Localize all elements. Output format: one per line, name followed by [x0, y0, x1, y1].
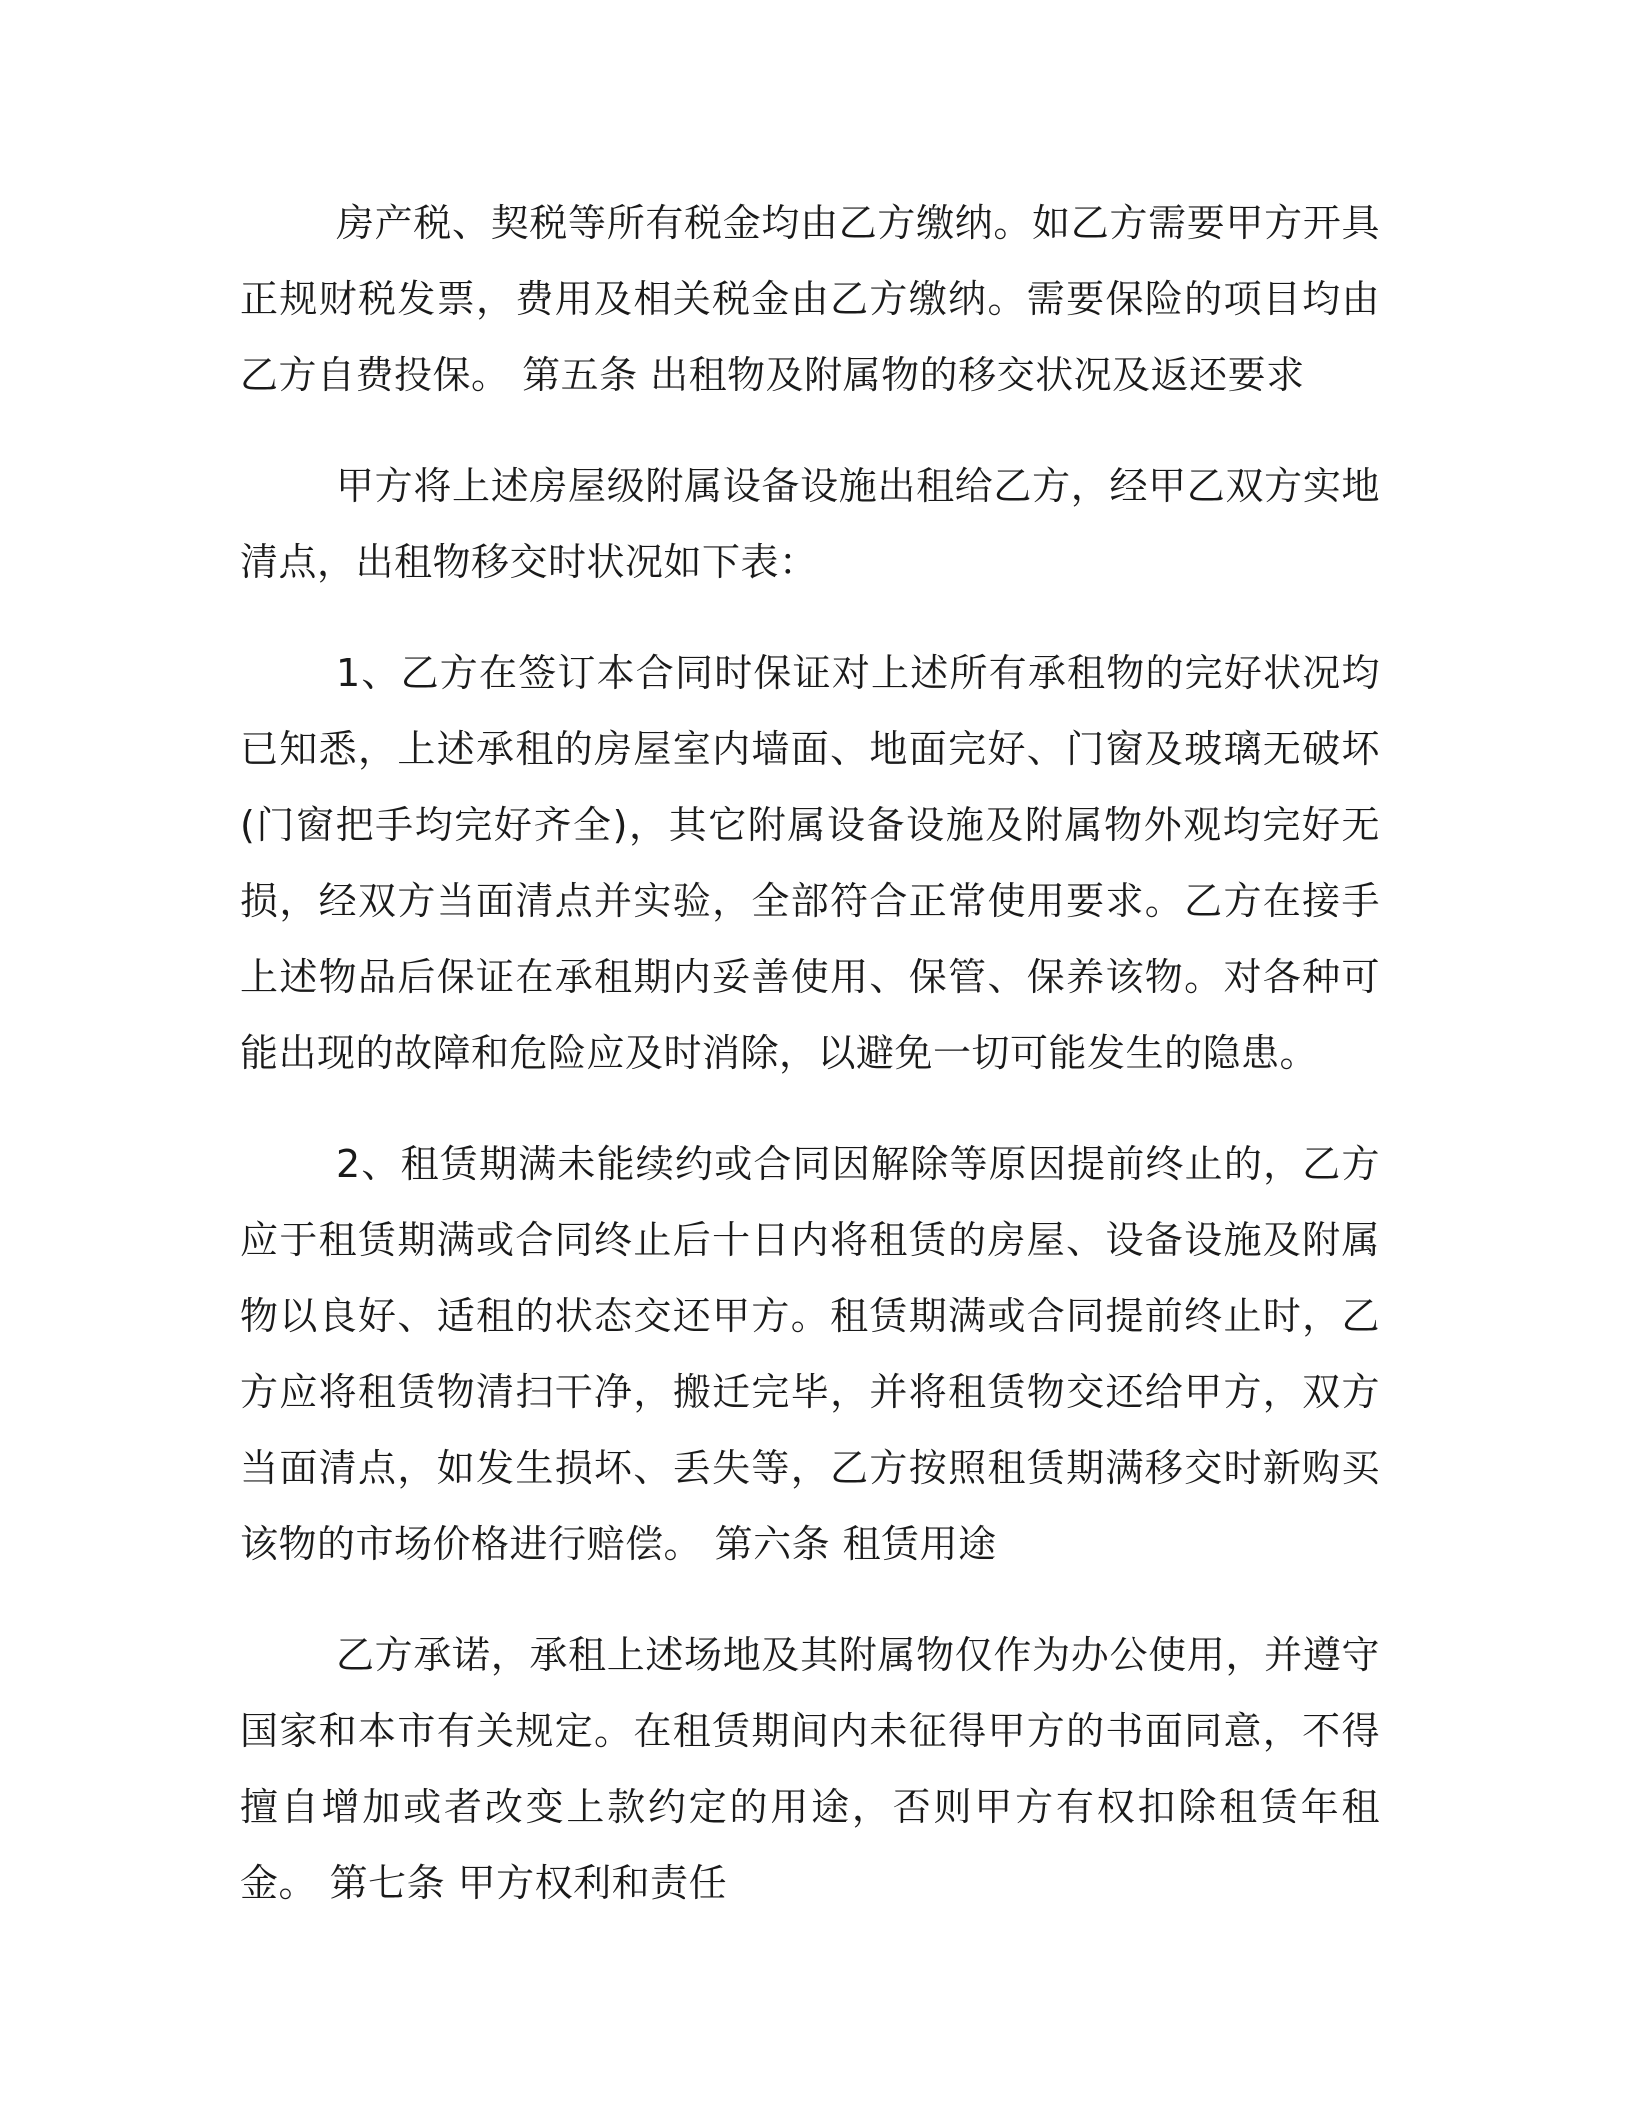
paragraph-usage-and-article-7: 乙方承诺，承租上述场地及其附属物仅作为办公使用，并遵守国家和本市有关规定。在租赁期间内未征得甲方的书面同意，不得擅自增加或者改变上款约定的用途，否则甲方有权扣除租赁年租金。 第七条 甲方权利和责任	[240, 1633, 1380, 1905]
paragraph-clause-2-return: 2、租赁期满未能续约或合同因解除等原因提前终止的，乙方应于租赁期满或合同终止后十日内将租赁的房屋、设备设施及附属物以良好、适租的状态交还甲方。租赁期满或合同提前终止时，乙方应将租赁物清扫干净，搬迁完毕，并将租赁物交还给甲方，双方当面清点，如发生损坏、丢失等，乙方按照租赁期满移交时新购买该物的市场价格进行赔偿。 第六条 租赁用途	[240, 1142, 1380, 1566]
paragraph-tax-and-article-5: 房产税、契税等所有税金均由乙方缴纳。如乙方需要甲方开具正规财税发票，费用及相关税金由乙方缴纳。需要保险的项目均由乙方自费投保。 第五条 出租物及附属物的移交状况及返还要求	[240, 201, 1380, 397]
paragraph-clause-1-condition: 1、乙方在签订本合同时保证对上述所有承租物的完好状况均已知悉，上述承租的房屋室内墙面、地面完好、门窗及玻璃无破坏(门窗把手均完好齐全)，其它附属设备设施及附属物外观均完好无损，经双方当面清点并实验，全部符合正常使用要求。乙方在接手上述物品后保证在承租期内妥善使用、保管、保养该物。对各种可能出现的故障和危险应及时消除，以避免一切可能发生的隐患。	[240, 651, 1380, 1075]
paragraph-handover-inventory: 甲方将上述房屋级附属设备设施出租给乙方，经甲乙双方实地清点，出租物移交时状况如下表：	[240, 464, 1380, 584]
document-body	[240, 185, 1380, 1921]
